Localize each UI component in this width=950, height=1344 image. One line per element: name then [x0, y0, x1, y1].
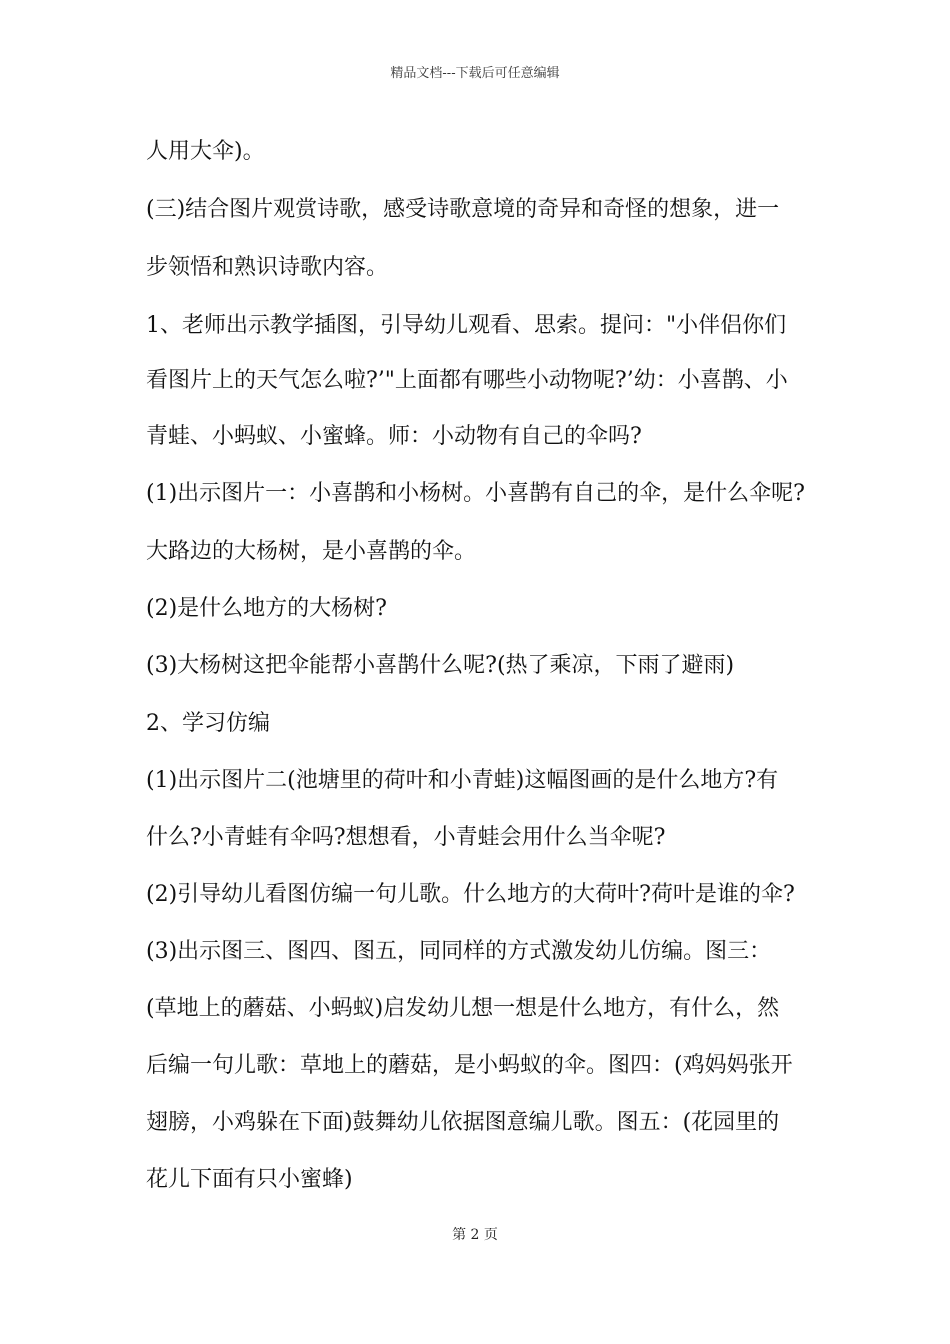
text-line: (1)出示图片二(池塘里的荷叶和小青蛙)这幅图画的是什么地方?有	[146, 768, 779, 793]
page-number: 第 2 页	[452, 1227, 498, 1243]
text-line: 人用大伞)。	[146, 139, 265, 164]
text-line: (3)出示图三、图四、图五，同同样的方式激发幼儿仿编。图三：	[146, 939, 772, 964]
text-line: (2)引导幼儿看图仿编一句儿歌。什么地方的大荷叶?荷叶是谁的伞?	[146, 882, 795, 907]
page-header: 精品文档---下载后可任意编辑	[390, 66, 560, 81]
text-line: 翅膀，小鸡躲在下面)鼓舞幼儿依据图意编儿歌。图五：(花园里的	[146, 1110, 780, 1135]
text-line: (3)大杨树这把伞能帮小喜鹊什么呢?(热了乘凉，下雨了避雨)	[146, 653, 735, 678]
text-line: 后编一句儿歌：草地上的蘑菇，是小蚂蚁的伞。图四：(鸡妈妈张开	[146, 1053, 793, 1078]
text-line: 1、老师出示教学插图，引导幼儿观看、思索。提问："小伴侣你们	[146, 313, 787, 338]
text-line: (1)出示图片一：小喜鹊和小杨树。小喜鹊有自己的伞，是什么伞呢?	[146, 481, 805, 506]
text-line: (草地上的蘑菇、小蚂蚁)启发幼儿想一想是什么地方，有什么，然	[146, 996, 780, 1021]
text-line: 大路边的大杨树，是小喜鹊的伞。	[146, 539, 477, 564]
text-line: 什么?小青蛙有伞吗?想想看，小青蛙会用什么当伞呢?	[146, 825, 666, 850]
text-line: 步领悟和熟识诗歌内容。	[146, 255, 389, 280]
text-line: 花儿下面有只小蜜蜂)	[146, 1167, 353, 1192]
text-line: 青蛙、小蚂蚁、小蜜蜂。师：小动物有自己的伞吗?	[146, 424, 642, 449]
text-line: (2)是什么地方的大杨树?	[146, 596, 387, 621]
text-line: 看图片上的天气怎么啦?’"上面都有哪些小动物呢?’幼：小喜鹊、小	[146, 368, 788, 393]
text-line: (三)结合图片观赏诗歌，感受诗歌意境的奇异和奇怪的想象，进一	[146, 197, 780, 222]
text-line: 2、学习仿编	[146, 711, 270, 736]
